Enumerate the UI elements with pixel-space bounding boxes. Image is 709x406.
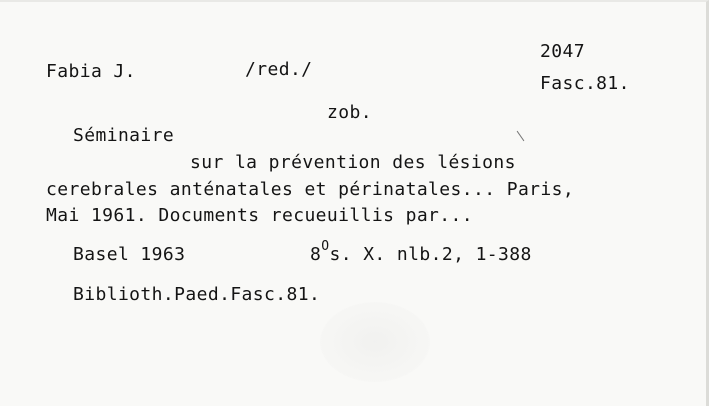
- stray-mark: [517, 131, 525, 141]
- series-statement: Biblioth.Paed.Fasc.81.: [73, 284, 321, 305]
- title-line-3: cerebrales anténatales et périnatales... Paris,: [46, 179, 575, 200]
- title-line-4: Mai 1961. Documents recueuillis par...: [46, 205, 474, 226]
- title-line-2: sur la prévention des lésions: [190, 152, 516, 173]
- format-rest: s. X. nlb.2, 1-388: [329, 244, 532, 265]
- card-number: 2047: [540, 41, 585, 62]
- format-superscript: O: [321, 239, 330, 254]
- format-collation: [310, 239, 532, 267]
- editor-role: /red./: [245, 59, 313, 80]
- author-name: Fabia J.: [46, 61, 136, 82]
- format-prefix: 8: [310, 244, 322, 265]
- paper-smudge: [320, 302, 430, 382]
- collection-mark: zob.: [327, 102, 372, 123]
- title-line-1: Séminaire: [73, 125, 175, 146]
- fasc-reference: Fasc.81.: [540, 73, 630, 94]
- place-year: Basel 1963: [73, 244, 186, 265]
